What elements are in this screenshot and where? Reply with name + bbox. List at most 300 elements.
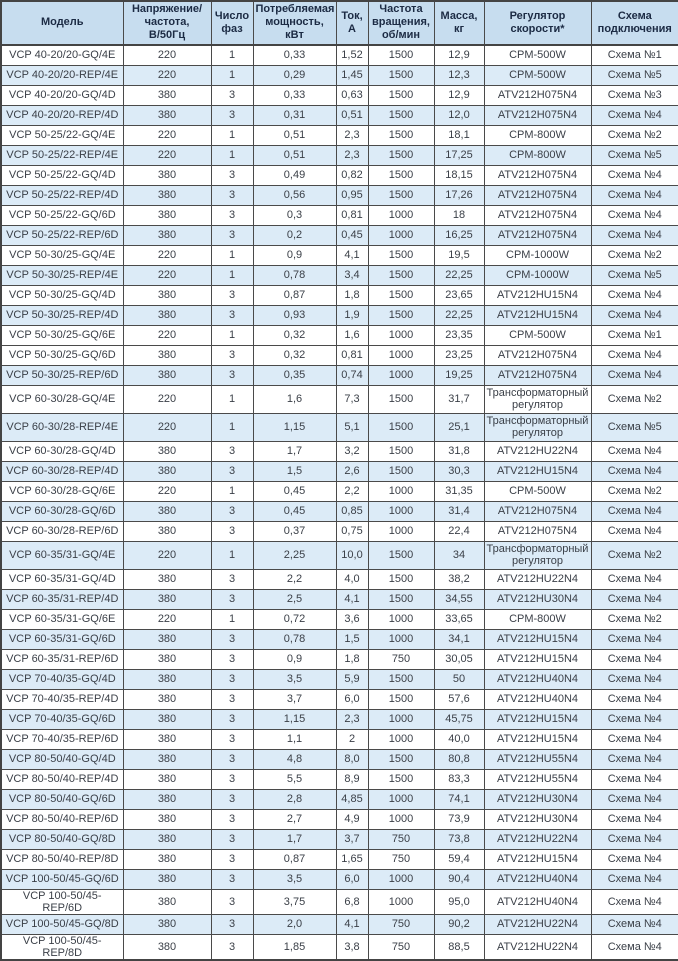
cell-voltage: 220 bbox=[123, 65, 211, 85]
cell-model: VCP 50-30/25-GQ/4E bbox=[1, 245, 123, 265]
cell-power: 0,51 bbox=[253, 125, 336, 145]
cell-regulator: ATV212H075N4 bbox=[484, 365, 591, 385]
cell-power: 0,35 bbox=[253, 365, 336, 385]
cell-model: VCP 60-35/31-REP/4D bbox=[1, 589, 123, 609]
cell-regulator: CPM-500W bbox=[484, 45, 591, 66]
cell-regulator: ATV212HU40N4 bbox=[484, 889, 591, 914]
cell-power: 0,72 bbox=[253, 609, 336, 629]
cell-scheme: Схема №4 bbox=[591, 914, 678, 934]
table-row bbox=[1, 65, 678, 85]
cell-voltage: 380 bbox=[123, 589, 211, 609]
table-row bbox=[1, 521, 678, 541]
cell-phases: 3 bbox=[211, 789, 253, 809]
cell-current: 4,1 bbox=[336, 245, 368, 265]
table-row bbox=[1, 609, 678, 629]
cell-mass: 23,25 bbox=[434, 345, 484, 365]
cell-phases: 3 bbox=[211, 365, 253, 385]
table-row bbox=[1, 285, 678, 305]
table-row bbox=[1, 649, 678, 669]
cell-phases: 1 bbox=[211, 145, 253, 165]
cell-scheme: Схема №4 bbox=[591, 521, 678, 541]
cell-phases: 3 bbox=[211, 709, 253, 729]
cell-speed: 1500 bbox=[368, 689, 434, 709]
cell-power: 3,5 bbox=[253, 869, 336, 889]
cell-power: 0,3 bbox=[253, 205, 336, 225]
cell-power: 1,1 bbox=[253, 729, 336, 749]
cell-phases: 3 bbox=[211, 285, 253, 305]
cell-current: 0,85 bbox=[336, 501, 368, 521]
cell-voltage: 380 bbox=[123, 569, 211, 589]
cell-voltage: 380 bbox=[123, 461, 211, 481]
cell-model: VCP 40-20/20-GQ/4D bbox=[1, 85, 123, 105]
cell-current: 0,82 bbox=[336, 165, 368, 185]
cell-mass: 19,25 bbox=[434, 365, 484, 385]
cell-model: VCP 60-30/28-GQ/6D bbox=[1, 501, 123, 521]
cell-speed: 1500 bbox=[368, 413, 434, 441]
cell-power: 0,87 bbox=[253, 285, 336, 305]
cell-current: 6,8 bbox=[336, 889, 368, 914]
cell-phases: 3 bbox=[211, 165, 253, 185]
cell-current: 4,85 bbox=[336, 789, 368, 809]
cell-model: VCP 50-30/25-REP/4D bbox=[1, 305, 123, 325]
cell-regulator: ATV212HU15N4 bbox=[484, 285, 591, 305]
cell-scheme: Схема №4 bbox=[591, 809, 678, 829]
cell-scheme: Схема №4 bbox=[591, 105, 678, 125]
cell-model: VCP 60-30/28-REP/4D bbox=[1, 461, 123, 481]
cell-scheme: Схема №2 bbox=[591, 125, 678, 145]
cell-voltage: 380 bbox=[123, 749, 211, 769]
cell-current: 10,0 bbox=[336, 541, 368, 569]
cell-regulator: ATV212H075N4 bbox=[484, 205, 591, 225]
cell-current: 0,74 bbox=[336, 365, 368, 385]
table-row bbox=[1, 205, 678, 225]
cell-current: 2 bbox=[336, 729, 368, 749]
cell-mass: 17,25 bbox=[434, 145, 484, 165]
cell-model: VCP 50-30/25-GQ/4D bbox=[1, 285, 123, 305]
cell-power: 1,6 bbox=[253, 385, 336, 413]
cell-voltage: 380 bbox=[123, 709, 211, 729]
cell-speed: 1500 bbox=[368, 569, 434, 589]
cell-scheme: Схема №4 bbox=[591, 345, 678, 365]
cell-voltage: 220 bbox=[123, 609, 211, 629]
cell-voltage: 380 bbox=[123, 849, 211, 869]
cell-scheme: Схема №4 bbox=[591, 749, 678, 769]
cell-speed: 750 bbox=[368, 829, 434, 849]
table-row bbox=[1, 413, 678, 441]
cell-power: 0,78 bbox=[253, 629, 336, 649]
cell-current: 4,9 bbox=[336, 809, 368, 829]
cell-model: VCP 80-50/40-GQ/4D bbox=[1, 749, 123, 769]
cell-scheme: Схема №4 bbox=[591, 829, 678, 849]
cell-scheme: Схема №5 bbox=[591, 265, 678, 285]
cell-phases: 3 bbox=[211, 889, 253, 914]
table-row bbox=[1, 889, 678, 914]
cell-voltage: 220 bbox=[123, 541, 211, 569]
cell-speed: 1000 bbox=[368, 869, 434, 889]
cell-voltage: 220 bbox=[123, 125, 211, 145]
cell-scheme: Схема №1 bbox=[591, 325, 678, 345]
cell-power: 1,7 bbox=[253, 829, 336, 849]
cell-model: VCP 80-50/40-GQ/8D bbox=[1, 829, 123, 849]
table-row bbox=[1, 345, 678, 365]
cell-speed: 1500 bbox=[368, 541, 434, 569]
cell-regulator: ATV212HU22N4 bbox=[484, 829, 591, 849]
cell-power: 2,2 bbox=[253, 569, 336, 589]
cell-mass: 74,1 bbox=[434, 789, 484, 809]
cell-model: VCP 40-20/20-GQ/4E bbox=[1, 45, 123, 66]
cell-mass: 25,1 bbox=[434, 413, 484, 441]
cell-speed: 1000 bbox=[368, 501, 434, 521]
cell-speed: 1500 bbox=[368, 305, 434, 325]
cell-current: 3,2 bbox=[336, 441, 368, 461]
cell-speed: 1000 bbox=[368, 205, 434, 225]
cell-model: VCP 50-30/25-GQ/6E bbox=[1, 325, 123, 345]
cell-current: 8,0 bbox=[336, 749, 368, 769]
cell-regulator: CPM-500W bbox=[484, 65, 591, 85]
cell-scheme: Схема №4 bbox=[591, 689, 678, 709]
cell-scheme: Схема №2 bbox=[591, 481, 678, 501]
cell-scheme: Схема №5 bbox=[591, 65, 678, 85]
cell-regulator: ATV212HU30N4 bbox=[484, 809, 591, 829]
cell-scheme: Схема №4 bbox=[591, 501, 678, 521]
cell-regulator: ATV212HU15N4 bbox=[484, 729, 591, 749]
cell-regulator: ATV212H075N4 bbox=[484, 165, 591, 185]
cell-speed: 1000 bbox=[368, 889, 434, 914]
cell-speed: 1500 bbox=[368, 265, 434, 285]
cell-power: 0,9 bbox=[253, 245, 336, 265]
cell-voltage: 220 bbox=[123, 145, 211, 165]
cell-power: 2,8 bbox=[253, 789, 336, 809]
cell-regulator: CPM-1000W bbox=[484, 265, 591, 285]
cell-mass: 73,9 bbox=[434, 809, 484, 829]
cell-current: 0,75 bbox=[336, 521, 368, 541]
cell-scheme: Схема №4 bbox=[591, 589, 678, 609]
cell-voltage: 380 bbox=[123, 521, 211, 541]
cell-speed: 1000 bbox=[368, 789, 434, 809]
cell-voltage: 380 bbox=[123, 305, 211, 325]
cell-scheme: Схема №4 bbox=[591, 769, 678, 789]
cell-scheme: Схема №2 bbox=[591, 609, 678, 629]
cell-mass: 22,25 bbox=[434, 305, 484, 325]
cell-speed: 1000 bbox=[368, 365, 434, 385]
cell-phases: 3 bbox=[211, 589, 253, 609]
cell-voltage: 380 bbox=[123, 185, 211, 205]
cell-power: 5,5 bbox=[253, 769, 336, 789]
cell-power: 1,85 bbox=[253, 934, 336, 960]
table-row bbox=[1, 749, 678, 769]
cell-voltage: 220 bbox=[123, 245, 211, 265]
cell-mass: 22,4 bbox=[434, 521, 484, 541]
cell-scheme: Схема №4 bbox=[591, 461, 678, 481]
cell-power: 0,32 bbox=[253, 325, 336, 345]
cell-model: VCP 50-25/22-REP/4D bbox=[1, 185, 123, 205]
cell-regulator: ATV212HU15N4 bbox=[484, 849, 591, 869]
cell-voltage: 220 bbox=[123, 45, 211, 66]
cell-mass: 19,5 bbox=[434, 245, 484, 265]
table-row bbox=[1, 441, 678, 461]
table-body bbox=[1, 45, 678, 960]
cell-model: VCP 60-30/28-GQ/6E bbox=[1, 481, 123, 501]
cell-current: 2,2 bbox=[336, 481, 368, 501]
cell-current: 4,1 bbox=[336, 914, 368, 934]
cell-speed: 1000 bbox=[368, 709, 434, 729]
cell-power: 1,5 bbox=[253, 461, 336, 481]
cell-speed: 1500 bbox=[368, 461, 434, 481]
cell-phases: 3 bbox=[211, 649, 253, 669]
cell-regulator: ATV212HU22N4 bbox=[484, 934, 591, 960]
cell-scheme: Схема №4 bbox=[591, 285, 678, 305]
cell-model: VCP 70-40/35-GQ/4D bbox=[1, 669, 123, 689]
table-row bbox=[1, 125, 678, 145]
cell-voltage: 380 bbox=[123, 165, 211, 185]
cell-model: VCP 50-25/22-GQ/4E bbox=[1, 125, 123, 145]
cell-mass: 12,3 bbox=[434, 65, 484, 85]
cell-regulator: Трансформаторный регулятор bbox=[484, 385, 591, 413]
table-row bbox=[1, 481, 678, 501]
cell-current: 8,9 bbox=[336, 769, 368, 789]
cell-regulator: ATV212HU15N4 bbox=[484, 461, 591, 481]
cell-model: VCP 40-20/20-REP/4E bbox=[1, 65, 123, 85]
table-row bbox=[1, 385, 678, 413]
table-row bbox=[1, 501, 678, 521]
cell-speed: 1000 bbox=[368, 609, 434, 629]
cell-phases: 1 bbox=[211, 245, 253, 265]
cell-regulator: ATV212HU30N4 bbox=[484, 589, 591, 609]
cell-current: 1,6 bbox=[336, 325, 368, 345]
cell-regulator: ATV212H075N4 bbox=[484, 345, 591, 365]
cell-current: 0,51 bbox=[336, 105, 368, 125]
cell-regulator: ATV212HU22N4 bbox=[484, 914, 591, 934]
cell-power: 3,7 bbox=[253, 689, 336, 709]
cell-power: 1,7 bbox=[253, 441, 336, 461]
cell-scheme: Схема №4 bbox=[591, 789, 678, 809]
cell-regulator: CPM-800W bbox=[484, 145, 591, 165]
table-row bbox=[1, 265, 678, 285]
table-row bbox=[1, 365, 678, 385]
table-row bbox=[1, 145, 678, 165]
cell-speed: 1000 bbox=[368, 729, 434, 749]
table-row bbox=[1, 709, 678, 729]
cell-voltage: 380 bbox=[123, 934, 211, 960]
cell-regulator: ATV212HU15N4 bbox=[484, 649, 591, 669]
cell-regulator: ATV212HU22N4 bbox=[484, 569, 591, 589]
column-header-current: Ток, А bbox=[336, 1, 368, 45]
table-row bbox=[1, 45, 678, 66]
cell-mass: 90,4 bbox=[434, 869, 484, 889]
cell-voltage: 380 bbox=[123, 729, 211, 749]
cell-model: VCP 60-35/31-GQ/6D bbox=[1, 629, 123, 649]
cell-current: 5,9 bbox=[336, 669, 368, 689]
cell-power: 4,8 bbox=[253, 749, 336, 769]
cell-scheme: Схема №4 bbox=[591, 205, 678, 225]
cell-current: 0,45 bbox=[336, 225, 368, 245]
cell-power: 0,49 bbox=[253, 165, 336, 185]
cell-speed: 1500 bbox=[368, 285, 434, 305]
cell-scheme: Схема №4 bbox=[591, 869, 678, 889]
cell-regulator: CPM-800W bbox=[484, 609, 591, 629]
cell-power: 0,78 bbox=[253, 265, 336, 285]
cell-speed: 1000 bbox=[368, 225, 434, 245]
cell-power: 0,45 bbox=[253, 501, 336, 521]
cell-current: 6,0 bbox=[336, 689, 368, 709]
cell-voltage: 380 bbox=[123, 829, 211, 849]
table-row bbox=[1, 305, 678, 325]
cell-mass: 18 bbox=[434, 205, 484, 225]
cell-regulator: ATV212H075N4 bbox=[484, 105, 591, 125]
cell-speed: 1500 bbox=[368, 185, 434, 205]
cell-mass: 18,1 bbox=[434, 125, 484, 145]
cell-current: 0,81 bbox=[336, 345, 368, 365]
cell-voltage: 220 bbox=[123, 481, 211, 501]
cell-phases: 3 bbox=[211, 185, 253, 205]
cell-speed: 1000 bbox=[368, 629, 434, 649]
cell-phases: 1 bbox=[211, 609, 253, 629]
cell-regulator: ATV212HU22N4 bbox=[484, 441, 591, 461]
cell-regulator: ATV212HU15N4 bbox=[484, 629, 591, 649]
cell-current: 1,9 bbox=[336, 305, 368, 325]
cell-phases: 3 bbox=[211, 934, 253, 960]
cell-power: 0,33 bbox=[253, 45, 336, 66]
cell-scheme: Схема №4 bbox=[591, 849, 678, 869]
cell-phases: 3 bbox=[211, 85, 253, 105]
table-row bbox=[1, 629, 678, 649]
cell-regulator: ATV212HU55N4 bbox=[484, 749, 591, 769]
cell-power: 0,51 bbox=[253, 145, 336, 165]
cell-phases: 3 bbox=[211, 769, 253, 789]
cell-mass: 45,75 bbox=[434, 709, 484, 729]
cell-mass: 31,7 bbox=[434, 385, 484, 413]
cell-phases: 3 bbox=[211, 441, 253, 461]
cell-power: 2,5 bbox=[253, 589, 336, 609]
table-row bbox=[1, 729, 678, 749]
cell-voltage: 380 bbox=[123, 205, 211, 225]
cell-power: 0,32 bbox=[253, 345, 336, 365]
table-row bbox=[1, 669, 678, 689]
cell-model: VCP 100-50/45-REP/8D bbox=[1, 934, 123, 960]
column-header-regulator: Регулятор скорости* bbox=[484, 1, 591, 45]
cell-current: 1,8 bbox=[336, 285, 368, 305]
cell-model: VCP 100-50/45-REP/6D bbox=[1, 889, 123, 914]
cell-voltage: 380 bbox=[123, 285, 211, 305]
cell-model: VCP 50-25/22-GQ/4D bbox=[1, 165, 123, 185]
cell-regulator: ATV212HU15N4 bbox=[484, 709, 591, 729]
cell-model: VCP 60-30/28-GQ/4D bbox=[1, 441, 123, 461]
cell-speed: 750 bbox=[368, 934, 434, 960]
cell-speed: 1500 bbox=[368, 589, 434, 609]
cell-mass: 38,2 bbox=[434, 569, 484, 589]
cell-regulator: ATV212H075N4 bbox=[484, 501, 591, 521]
cell-power: 0,37 bbox=[253, 521, 336, 541]
cell-mass: 17,26 bbox=[434, 185, 484, 205]
cell-mass: 12,0 bbox=[434, 105, 484, 125]
cell-phases: 3 bbox=[211, 689, 253, 709]
header-row bbox=[1, 1, 678, 45]
cell-voltage: 380 bbox=[123, 789, 211, 809]
cell-power: 2,7 bbox=[253, 809, 336, 829]
cell-model: VCP 60-35/31-GQ/6E bbox=[1, 609, 123, 629]
cell-voltage: 380 bbox=[123, 501, 211, 521]
cell-scheme: Схема №4 bbox=[591, 441, 678, 461]
table-row bbox=[1, 245, 678, 265]
table-row bbox=[1, 541, 678, 569]
cell-phases: 3 bbox=[211, 914, 253, 934]
cell-phases: 3 bbox=[211, 105, 253, 125]
column-header-power: Потребляемая мощность, кВт bbox=[253, 1, 336, 45]
cell-scheme: Схема №4 bbox=[591, 729, 678, 749]
cell-speed: 750 bbox=[368, 649, 434, 669]
column-header-model: Модель bbox=[1, 1, 123, 45]
cell-phases: 3 bbox=[211, 305, 253, 325]
table-row bbox=[1, 849, 678, 869]
cell-power: 0,93 bbox=[253, 305, 336, 325]
cell-power: 1,15 bbox=[253, 413, 336, 441]
table-row bbox=[1, 461, 678, 481]
cell-regulator: CPM-500W bbox=[484, 481, 591, 501]
cell-phases: 3 bbox=[211, 869, 253, 889]
cell-voltage: 380 bbox=[123, 869, 211, 889]
cell-model: VCP 50-25/22-REP/6D bbox=[1, 225, 123, 245]
cell-current: 1,5 bbox=[336, 629, 368, 649]
cell-current: 2,3 bbox=[336, 709, 368, 729]
cell-current: 1,52 bbox=[336, 45, 368, 66]
cell-model: VCP 80-50/40-REP/6D bbox=[1, 809, 123, 829]
cell-phases: 3 bbox=[211, 501, 253, 521]
cell-phases: 3 bbox=[211, 729, 253, 749]
cell-regulator: ATV212HU40N4 bbox=[484, 869, 591, 889]
column-header-mass: Масса, кг bbox=[434, 1, 484, 45]
cell-speed: 750 bbox=[368, 914, 434, 934]
cell-model: VCP 60-30/28-GQ/4E bbox=[1, 385, 123, 413]
cell-current: 0,81 bbox=[336, 205, 368, 225]
cell-speed: 1500 bbox=[368, 749, 434, 769]
table-row bbox=[1, 829, 678, 849]
cell-mass: 95,0 bbox=[434, 889, 484, 914]
cell-model: VCP 50-30/25-GQ/6D bbox=[1, 345, 123, 365]
cell-current: 6,0 bbox=[336, 869, 368, 889]
table-row bbox=[1, 869, 678, 889]
cell-voltage: 380 bbox=[123, 889, 211, 914]
cell-mass: 31,35 bbox=[434, 481, 484, 501]
cell-phases: 3 bbox=[211, 629, 253, 649]
cell-voltage: 380 bbox=[123, 914, 211, 934]
column-header-phases: Число фаз bbox=[211, 1, 253, 45]
cell-scheme: Схема №2 bbox=[591, 541, 678, 569]
cell-scheme: Схема №4 bbox=[591, 225, 678, 245]
cell-speed: 1500 bbox=[368, 105, 434, 125]
cell-model: VCP 60-35/31-REP/6D bbox=[1, 649, 123, 669]
cell-voltage: 380 bbox=[123, 345, 211, 365]
cell-voltage: 380 bbox=[123, 629, 211, 649]
cell-model: VCP 80-50/40-REP/8D bbox=[1, 849, 123, 869]
cell-current: 2,3 bbox=[336, 145, 368, 165]
cell-regulator: ATV212HU30N4 bbox=[484, 789, 591, 809]
column-header-voltage: Напряжение/ частота, В/50Гц bbox=[123, 1, 211, 45]
cell-mass: 12,9 bbox=[434, 45, 484, 66]
cell-scheme: Схема №5 bbox=[591, 413, 678, 441]
cell-model: VCP 50-25/22-GQ/6D bbox=[1, 205, 123, 225]
cell-speed: 1500 bbox=[368, 165, 434, 185]
cell-regulator: ATV212HU40N4 bbox=[484, 669, 591, 689]
cell-mass: 34,55 bbox=[434, 589, 484, 609]
cell-current: 5,1 bbox=[336, 413, 368, 441]
cell-phases: 1 bbox=[211, 481, 253, 501]
cell-phases: 3 bbox=[211, 345, 253, 365]
cell-mass: 16,25 bbox=[434, 225, 484, 245]
cell-regulator: ATV212HU40N4 bbox=[484, 689, 591, 709]
cell-voltage: 380 bbox=[123, 769, 211, 789]
cell-model: VCP 100-50/45-GQ/8D bbox=[1, 914, 123, 934]
cell-phases: 1 bbox=[211, 65, 253, 85]
